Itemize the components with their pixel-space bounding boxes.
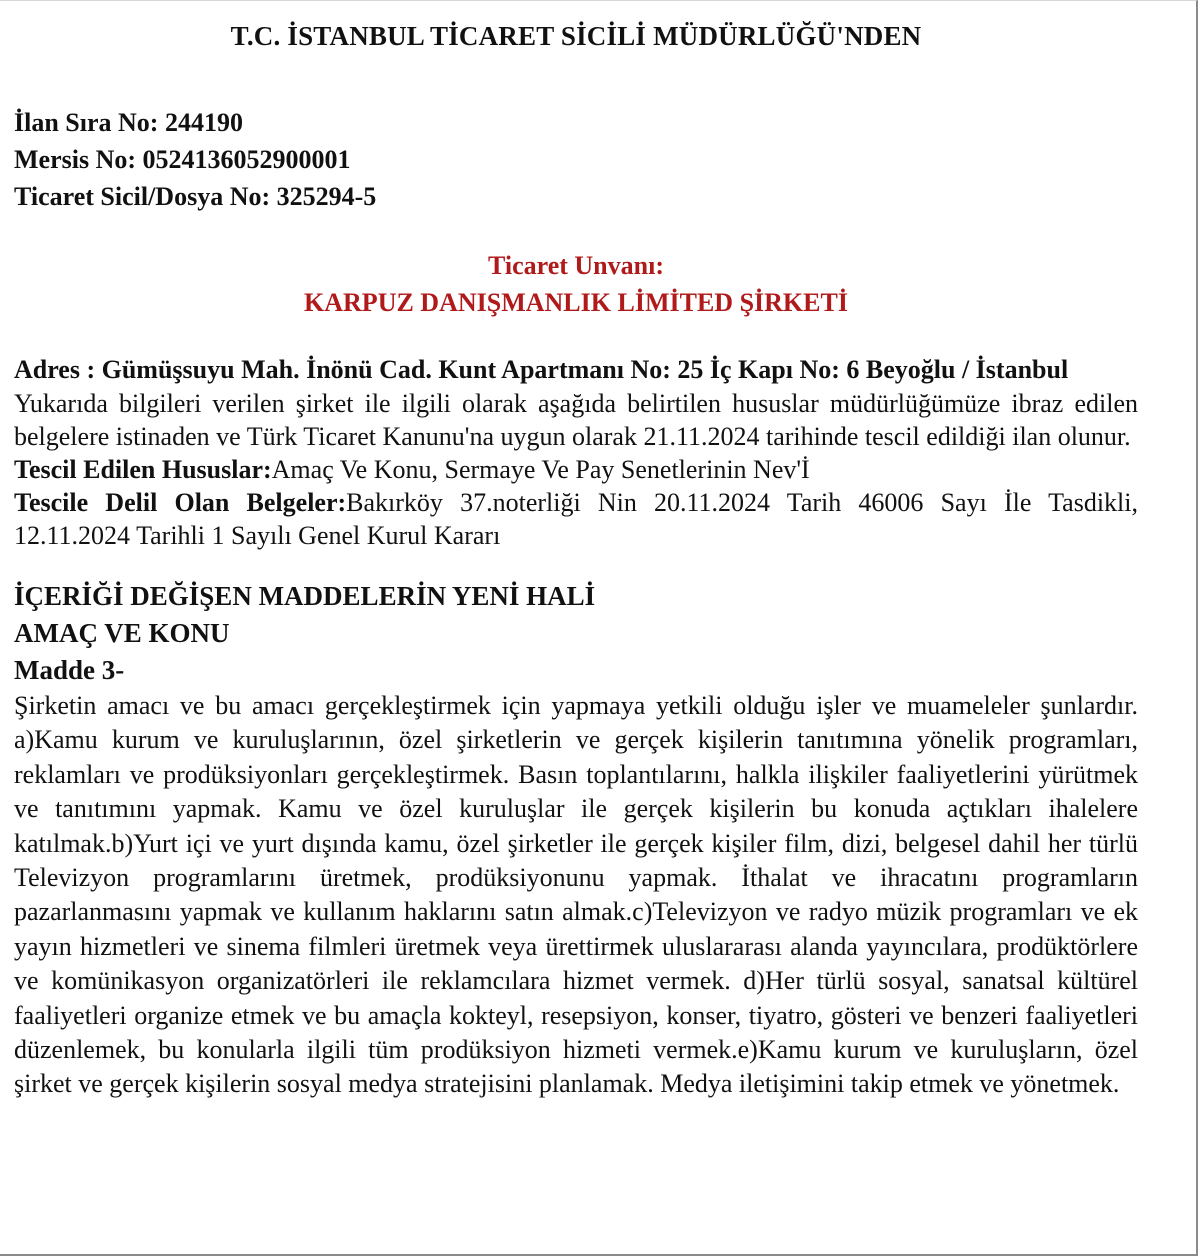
trade-registry-number: Ticaret Sicil/Dosya No: 325294-5 [14, 182, 377, 211]
changes-section [14, 578, 1138, 689]
supporting-documents [14, 486, 1138, 552]
registered-matters [14, 453, 1138, 486]
article-text: Şirketin amacı ve bu amacı gerçekleştirmek için yapmaya yetkili olduğu işler ve muameleler şunlardır. a)Kamu kurum ve kuruluşlarının, özel şirketlerin ve gerçek kişilerin tanıtımına yönelik programları, reklamları ve prodüksiyonları gerçekleştirmek. Basın toplantılarını, halkla ilişkiler faaliyetlerini yürütmek ve tanıtımını yapmak. Kamu ve özel kuruluşlar ile gerçek kişilerin bu konuda açtıkları ihalelere katılmak.b)Yurt içi ve yurt dışında kamu, özel şirketler ile gerçek kişiler film, dizi, belgesel dahil her türlü Televizyon programlarını üretmek, prodüksiyonunu yapmak. İthalat ve ihracatını programların pazarlanmasını yapmak ve kullanım haklarını satın almak.c)Televizyon ve radyo müzik programları ve ek yayın hizmetleri ve sinema filmleri üretmek veya ürettirmek uluslararası alanda yayıncılara, prodüktörlere ve komünikasyon organizatörleri ile reklamcılara hizmet vermek. d)Her türlü sosyal, sanatsal kültürel faaliyetleri organize etmek ve bu amaçla kokteyl, resepsiyon, konser, tiyatro, gösteri ve benzeri faaliyetleri düzenlemek, bu konularla ilgili tüm prodüksiyon hizmeti vermek.e)Kamu kurum ve kuruluşların, özel şirket ve gerçek kişilerin sosyal medya stratejisini planlamak. Medya iletişimini takip etmek ve yönetmek. [14, 691, 1138, 1099]
changes-subheading: AMAÇ VE KONU [14, 618, 230, 648]
announcement-number: İlan Sıra No: 244190 [14, 108, 243, 137]
mersis-number: Mersis No: 0524136052900001 [14, 145, 351, 174]
registered-matters-label: Tescil Edilen Hususlar: [14, 455, 272, 484]
supporting-documents-value: Bakırköy 37.noterliği Nin 20.11.2024 Tarih 46006 Sayı İle Tasdikli, 12.11.2024 Tarihli 1 Sayılı Genel Kurul Kararı [14, 488, 1138, 550]
announcement-intro: Yukarıda bilgileri verilen şirket ile ilgili olarak aşağıda belirtilen hususlar müdürlüğümüze ibraz edilen belgelere istinaden ve Türk Ticaret Kanunu'na uygun olarak 21.11.2024 tarihinde tescil edildiği ilan olunur. [14, 389, 1138, 451]
company-name: KARPUZ DANIŞMANLIK LİMİTED ŞİRKETİ [304, 288, 848, 317]
supporting-documents-label: Tescile Delil Olan Belgeler: [14, 488, 347, 517]
trade-name-label: Ticaret Unvanı: [488, 251, 664, 280]
trade-name-block [14, 247, 1138, 321]
registry-meta [14, 104, 1138, 215]
changes-heading: İÇERİĞİ DEĞİŞEN MADDELERİN YENİ HALİ [14, 581, 596, 611]
article-number: Madde 3- [14, 655, 125, 685]
document-page [14, 18, 1138, 1102]
document-title: T.C. İSTANBUL TİCARET SİCİLİ MÜDÜRLÜĞÜ'NDEN [230, 21, 922, 51]
registered-matters-value: Amaç Ve Konu, Sermaye Ve Pay Senetlerinin Nev'İ [271, 455, 810, 484]
company-address: Adres : Gümüşsuyu Mah. İnönü Cad. Kunt Apartmanı No: 25 İç Kapı No: 6 Beyoğlu / İstanbul [14, 355, 1069, 384]
